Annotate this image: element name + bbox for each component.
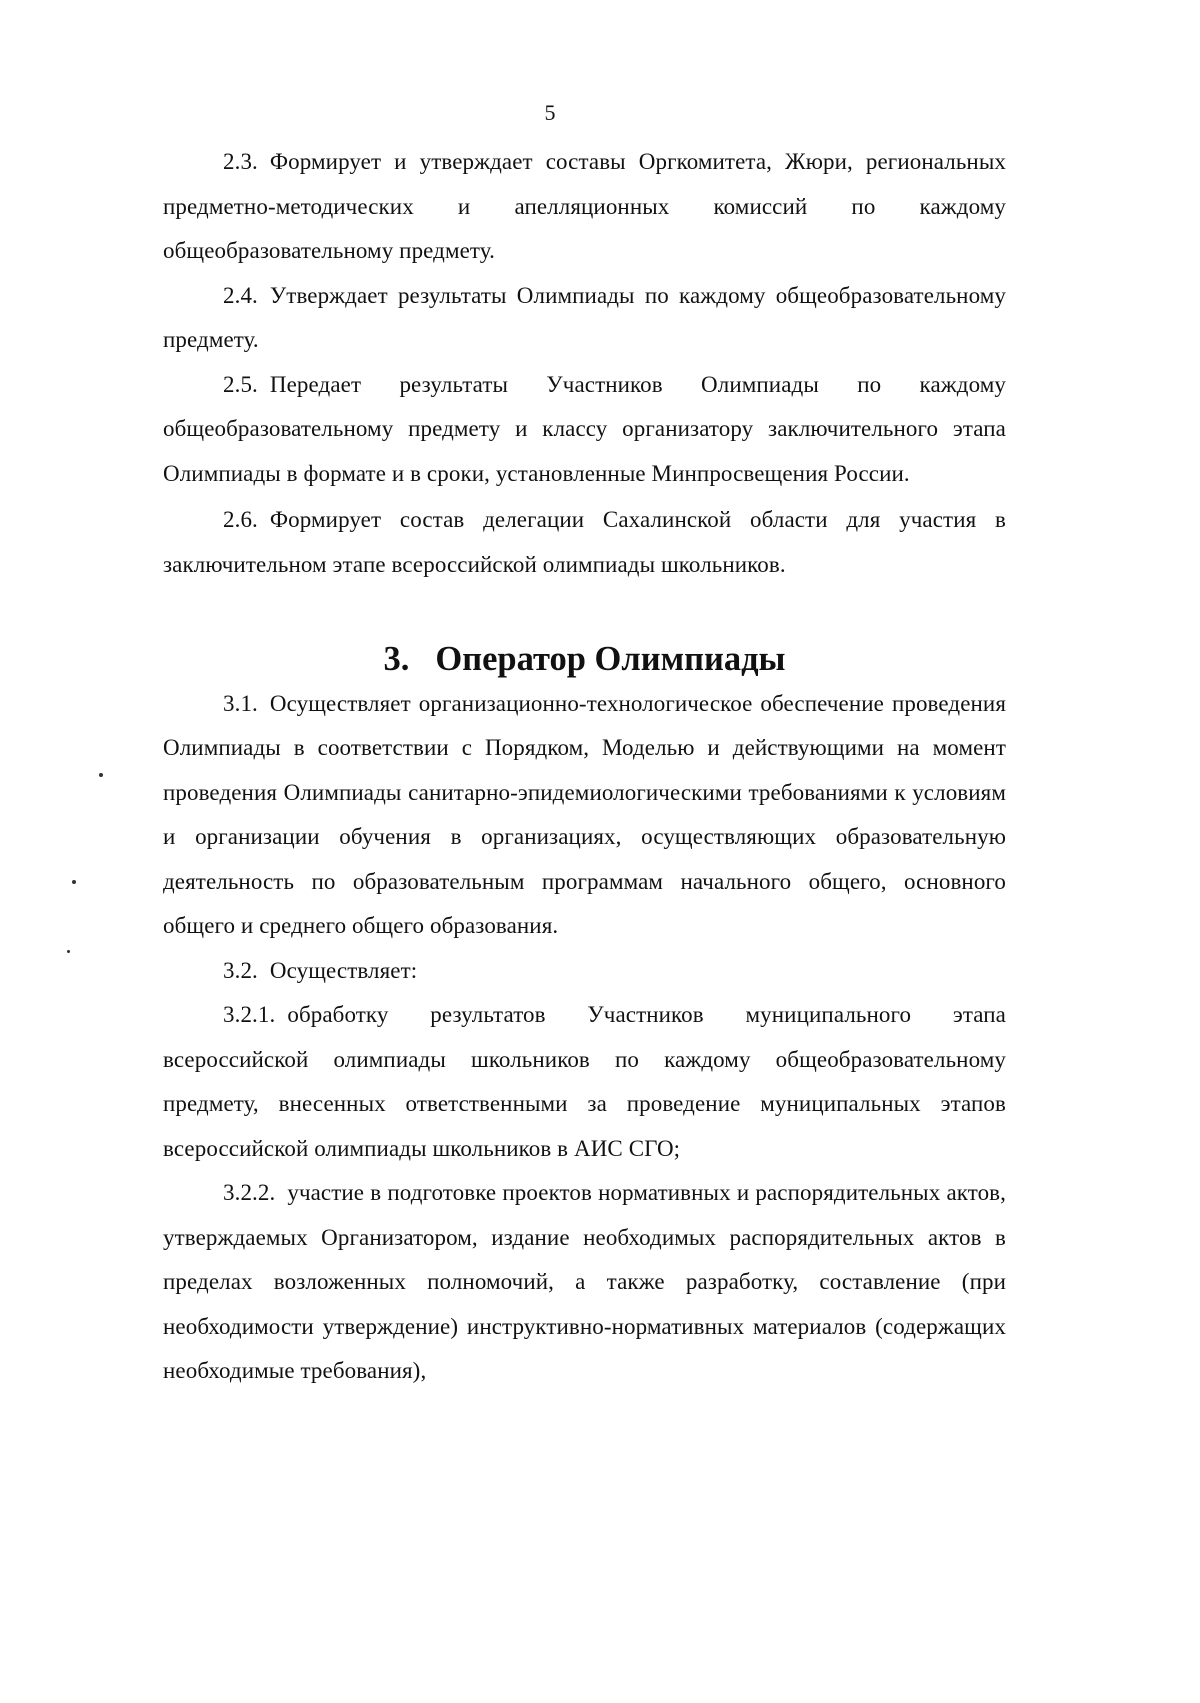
paragraph-number: 2.3. xyxy=(223,149,258,174)
paragraph-2-3 xyxy=(163,140,1006,274)
section-title: Оператор Олимпиады xyxy=(435,640,786,678)
section-heading-3 xyxy=(163,637,1006,682)
paragraph-text: Формирует состав делегации Сахалинской области для участия в заключительном этапе всероссийской олимпиады школьников. xyxy=(163,507,1006,577)
paragraph-number: 2.4. xyxy=(223,282,258,308)
document-body xyxy=(163,140,1006,1394)
scan-speck xyxy=(99,773,103,777)
paragraph-text: участие в подготовке проектов нормативных и распорядительных актов, утверждаемых Организатором, издание необходимых распорядительных актов в пределах возложенных полномочий, а также разработку, составление (при необходимости утверждение) инструктивно-нормативных материалов (содержащих необходимые требования), xyxy=(163,1180,1006,1383)
paragraph-number: 2.5. xyxy=(223,371,258,397)
paragraph-text: Формирует и утверждает составы Оргкомитета, Жюри, региональных предметно-методических и апелляционных комиссий по каждому общеобразовательному предмету. xyxy=(163,149,1006,263)
paragraph-3-1 xyxy=(163,682,1006,949)
section-number: 3. xyxy=(383,640,410,678)
paragraph-number: 3.2. xyxy=(223,957,258,983)
paragraph-text: обработку результатов Участников муниципального этапа всероссийской олимпиады школьников по каждому общеобразовательному предмету, внесенных ответственными за проведение муниципальных этапов всероссийской олимпиады школьников в АИС СГО; xyxy=(163,1002,1006,1161)
scan-speck xyxy=(67,950,70,953)
page-number: 5 xyxy=(544,100,556,125)
paragraph-3-2 xyxy=(163,949,1006,994)
paragraph-2-4 xyxy=(163,274,1006,363)
paragraph-number: 3.2.2. xyxy=(223,1180,276,1205)
scan-speck xyxy=(72,880,76,884)
paragraph-number: 3.2.1. xyxy=(223,1002,276,1027)
paragraph-text: Осуществляет: xyxy=(269,957,418,983)
paragraph-3-2-1 xyxy=(163,993,1006,1171)
paragraph-number: 2.6. xyxy=(223,507,258,532)
paragraph-3-2-2 xyxy=(163,1171,1006,1394)
paragraph-text: Утверждает результаты Олимпиады по каждому общеобразовательному предмету. xyxy=(163,282,1006,352)
paragraph-2-6 xyxy=(163,498,1006,587)
paragraph-2-5 xyxy=(163,363,1006,497)
paragraph-number: 3.1. xyxy=(223,690,258,716)
paragraph-text: Передает результаты Участников Олимпиады по каждому общеобразовательному предмету и классу организатору заключительного этапа Олимпиады в формате и в сроки, установленные Минпросвещения России. xyxy=(163,371,1006,486)
paragraph-text: Осуществляет организационно-технологическое обеспечение проведения Олимпиады в соответствии с Порядком, Моделью и действующими на момент проведения Олимпиады санитарно-эпидемиологическими требованиями к условиям и организации обучения в организациях, осуществляющих образовательную деятельность по образовательным программам начального общего, основного общего и среднего общего образования. xyxy=(163,690,1006,938)
